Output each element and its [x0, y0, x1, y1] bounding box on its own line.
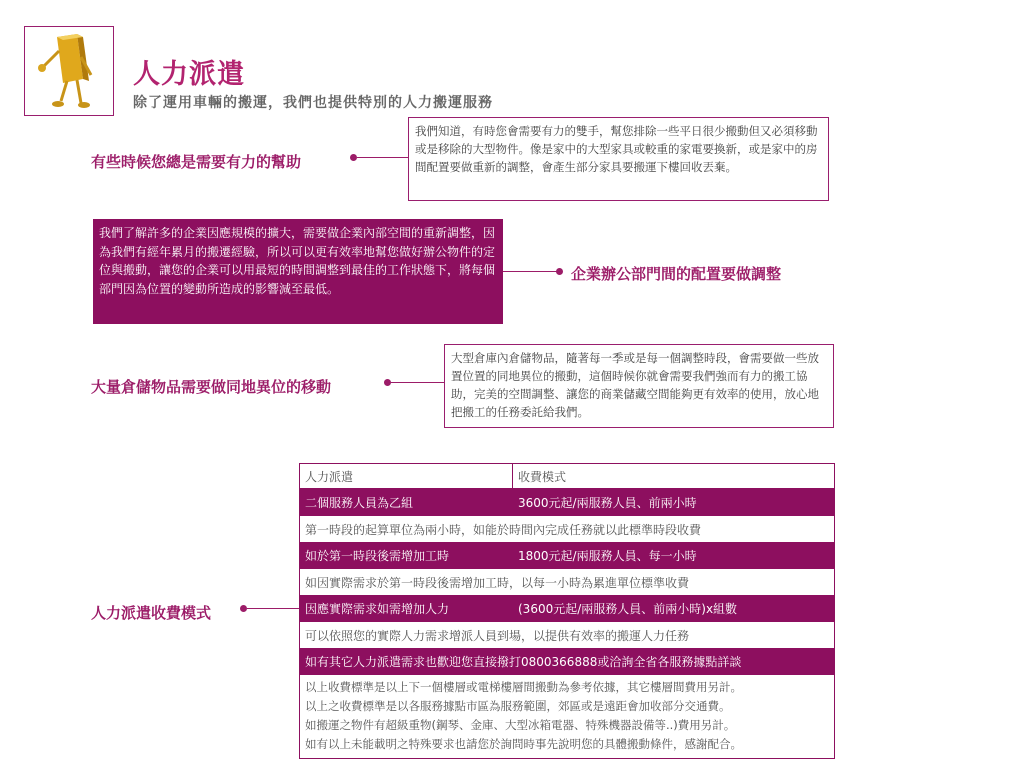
connector-line: [503, 271, 558, 272]
note-line: 如有以上未能載明之特殊要求也請您於詢問時事先說明您的具體搬動條件，感謝配合。: [305, 737, 742, 751]
table-cell-label: 因應實際需求如需增加人力: [305, 602, 450, 616]
logo: [24, 26, 114, 116]
fee-notes: [300, 675, 834, 758]
table-cell-note: 可以依照您的實際人力需求增派人員到場，以提供有效率的搬運人力任務: [305, 628, 690, 643]
note-line: 以上收費標準是以上下一個樓層或電梯樓層間搬動為參考依據，其它樓層間費用另計。: [305, 680, 742, 694]
connector-line: [247, 608, 300, 609]
section-desc-help: 我們知道，有時您會需要有力的雙手，幫您排除一些平日很少搬動但又必須移動或是移除的大型物件。像是家中的大型家具或較重的家電要換新，或是家中的房間配置要做重新的調整，會產生部分家具要搬運下樓回收丟棄。: [408, 117, 829, 201]
note-line: 以上之收費標準是以各服務據點市區為服務範圍，郊區或是遠距會加收部分交通費。: [305, 699, 731, 713]
table-row: [300, 622, 834, 648]
table-cell-value: 1800元起/兩服務人員、每一小時: [518, 549, 697, 563]
table-cell-note: 第一時段的起算單位為兩小時，如能於時間內完成任務就以此標準時段收費: [305, 522, 702, 537]
section-heading-warehouse: 大量倉儲物品需要做同地異位的移動: [91, 378, 332, 396]
table-cell-label: 如於第一時段後需增加工時: [305, 549, 450, 563]
page-title: 人力派遣: [133, 59, 245, 90]
section-heading-office: 企業辦公部門間的配置要做調整: [571, 265, 782, 283]
table-cell-value: (3600元起/兩服務人員、前兩小時)x組數: [518, 602, 738, 616]
connector-line: [391, 382, 445, 383]
table-row: [300, 542, 834, 569]
connector-line: [357, 157, 409, 158]
contact-banner: 如有其它人力派遣需求也歡迎您直接撥打0800366888或洽詢全省各服務據點詳談: [305, 655, 742, 669]
table-header-row: [300, 464, 834, 489]
table-row: [300, 516, 834, 542]
table-header-cell: 收費模式: [518, 469, 567, 484]
table-cell-note: 如因實際需求於第一時段後需增加工時，以每一小時為累進單位標準收費: [305, 575, 690, 590]
bullet-dot: [556, 268, 563, 275]
bullet-dot: [384, 379, 391, 386]
fee-table: [299, 463, 835, 759]
table-row: [300, 489, 834, 516]
table-row: [300, 595, 834, 622]
table-cell-label: 二個服務人員為乙組: [305, 496, 414, 510]
gold-bar-mascot-icon: [31, 31, 109, 113]
section-heading-fees: 人力派遣收費模式: [91, 604, 212, 622]
page-subtitle: 除了運用車輛的搬運，我們也提供特別的人力搬運服務: [133, 95, 493, 111]
note-line: 如搬運之物件有超級重物(鋼琴、金庫、大型冰箱電器、特殊機器設備等..)費用另計。: [305, 718, 736, 732]
bullet-dot: [350, 154, 357, 161]
section-desc-office: 我們了解許多的企業因應規模的擴大，需要做企業內部空間的重新調整，因為我們有經年累月的搬遷經驗，所以可以更有效率地幫您做好辦公物件的定位與搬動，讓您的企業可以用最短的時間調整到最佳的工作狀態下，將每個部門因為位置的變動所造成的影響減至最低。: [93, 219, 503, 324]
section-heading-help: 有些時候您總是需要有力的幫助: [91, 153, 302, 171]
section-desc-warehouse: 大型倉庫內倉儲物品，隨著每一季或是每一個調整時段，會需要做一些放置位置的同地異位的搬動，這個時候你就會需要我們強而有力的搬工協助，完美的空間調整、讓您的商業儲藏空間能夠更有效率的使用，放心地把搬工的任務委託給我們。: [444, 344, 834, 428]
table-cell-value: 3600元起/兩服務人員、前兩小時: [518, 496, 697, 510]
bullet-dot: [240, 605, 247, 612]
table-row: [300, 569, 834, 595]
table-header-cell: 人力派遣: [300, 464, 513, 488]
table-row: [300, 648, 834, 675]
